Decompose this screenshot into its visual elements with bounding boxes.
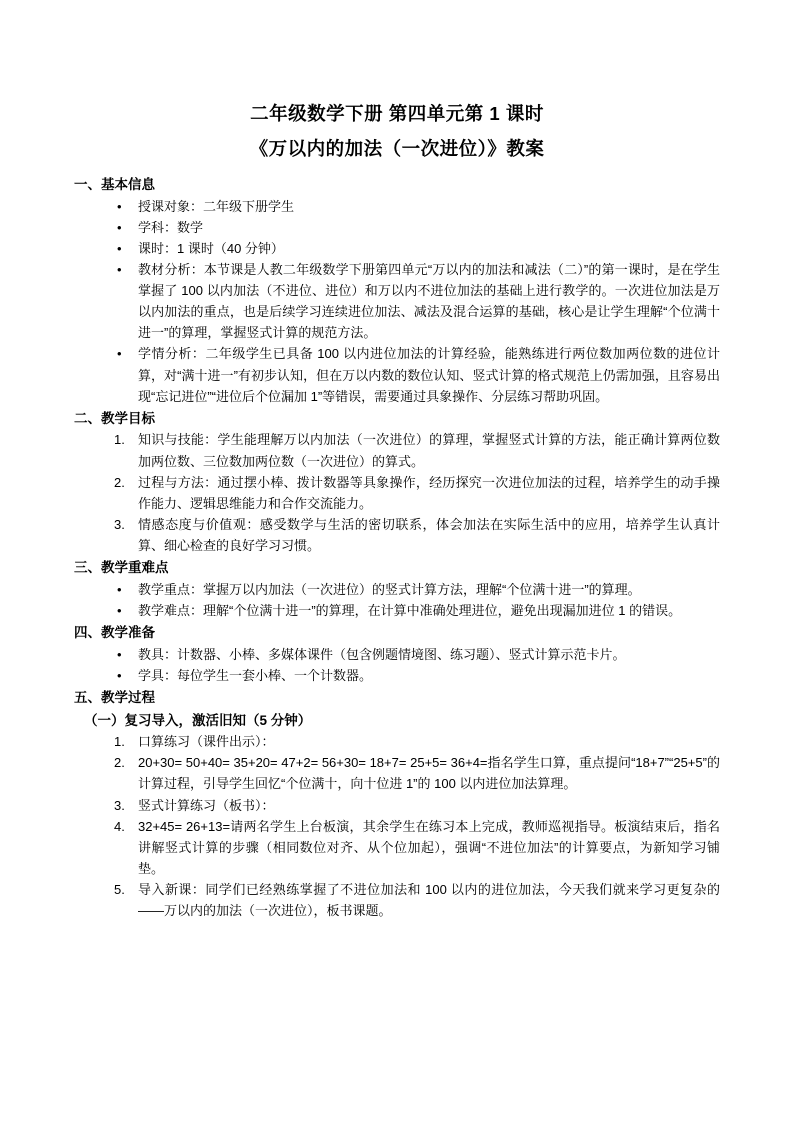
list-item: 32+45= 26+13=请两名学生上台板演，其余学生在练习本上完成，教师巡视指导。板演结束后，指名讲解竖式计算的步骤（相同数位对齐、从个位加起），强调“不进位加法”的计算要点，为新知学习铺垫。 — [138, 818, 720, 876]
section-heading-basic-info: 一、基本信息 — [74, 177, 155, 193]
page-title-line-1: 二年级数学下册 第四单元第 1 课时 — [250, 103, 544, 124]
preparation-list — [74, 644, 720, 686]
list-item: • 课时：1 课时（40 分钟） — [138, 238, 720, 259]
list-item: 竖式计算练习（板书）： — [138, 797, 275, 813]
list-item: 情感态度与价值观：感受数学与生活的密切联系，体会加法在实际生活中的应用，培养学生认真计算、细心检查的良好学习习惯。 — [138, 516, 720, 553]
list-item: • 教具：计数器、小棒、多媒体课件（包含例题情境图、练习题）、竖式计算示范卡片。 — [138, 644, 720, 665]
section-heading-key-points: 三、教学重难点 — [74, 559, 169, 575]
list-item: • 学科：数学 — [138, 217, 720, 238]
section-heading-teaching-goals: 二、教学目标 — [74, 410, 155, 426]
list-item: • 学具：每位学生一套小棒、一个计数器。 — [138, 665, 720, 686]
subsection-heading-step-1: （一）复习导入，激活旧知（5 分钟） — [84, 712, 312, 728]
teaching-goals-list — [74, 429, 720, 555]
basic-info-list — [74, 196, 720, 406]
list-item: • 教材分析：本节课是人教二年级数学下册第四单元“万以内的加法和减法（二）”的第一课时，是在学生掌握了 100 以内加法（不进位、进位）和万以内不进位加法的基础上进行教学的。一次进位加法是万以内加法的重点，也是后续学习连续进位加法、减法及混合运算的基础，核心是让学生理解“个位满十进一”的算理，掌握竖式计算的规范方法。 — [138, 259, 720, 343]
list-item: 口算练习（课件出示）： — [138, 734, 275, 750]
section-heading-preparation: 四、教学准备 — [74, 624, 155, 640]
list-item: • 教学重点：掌握万以内加法（一次进位）的竖式计算方法，理解“个位满十进一”的算理。 — [138, 579, 720, 600]
section-heading-process: 五、教学过程 — [74, 689, 155, 705]
list-item: • 授课对象：二年级下册学生 — [138, 196, 720, 217]
page-title-line-2: 《万以内的加法（一次进位）》教案 — [249, 138, 545, 160]
key-points-list — [74, 579, 720, 621]
list-item: • 学情分析：二年级学生已具备 100 以内进位加法的计算经验，能熟练进行两位数加两位数的进位计算，对“满十进一”有初步认知，但在万以内数的数位认知、竖式计算的格式规范上仍需加强，且容易出现“忘记进位”“进位后个位漏加 1”等错误，需要通过具象操作、分层练习帮助巩固。 — [138, 343, 720, 406]
list-item: 过程与方法：通过摆小棒、拨计数器等具象操作，经历探究一次进位加法的过程，培养学生的动手操作能力、逻辑思维能力和合作交流能力。 — [138, 474, 720, 511]
list-item: 知识与技能：学生能理解万以内加法（一次进位）的算理，掌握竖式计算的方法，能正确计算两位数加两位数、三位数加两位数（一次进位）的算式。 — [138, 432, 720, 469]
list-item: • 教学难点：理解“个位满十进一”的算理，在计算中准确处理进位，避免出现漏加进位 1 的错误。 — [138, 600, 720, 621]
process-step-1-list — [74, 731, 720, 920]
list-item: 导入新课：同学们已经熟练掌握了不进位加法和 100 以内的进位加法，今天我们就来学习更复杂的——万以内的加法（一次进位），板书课题。 — [138, 881, 720, 918]
list-item: 20+30= 50+40= 35+20= 47+2= 56+30= 18+7= 25+5= 36+4=指名学生口算，重点提问“18+7”“25+5”的计算过程，引导学生回忆“个位满十，向十位进 1”的 100 以内进位加法算理。 — [138, 755, 720, 792]
